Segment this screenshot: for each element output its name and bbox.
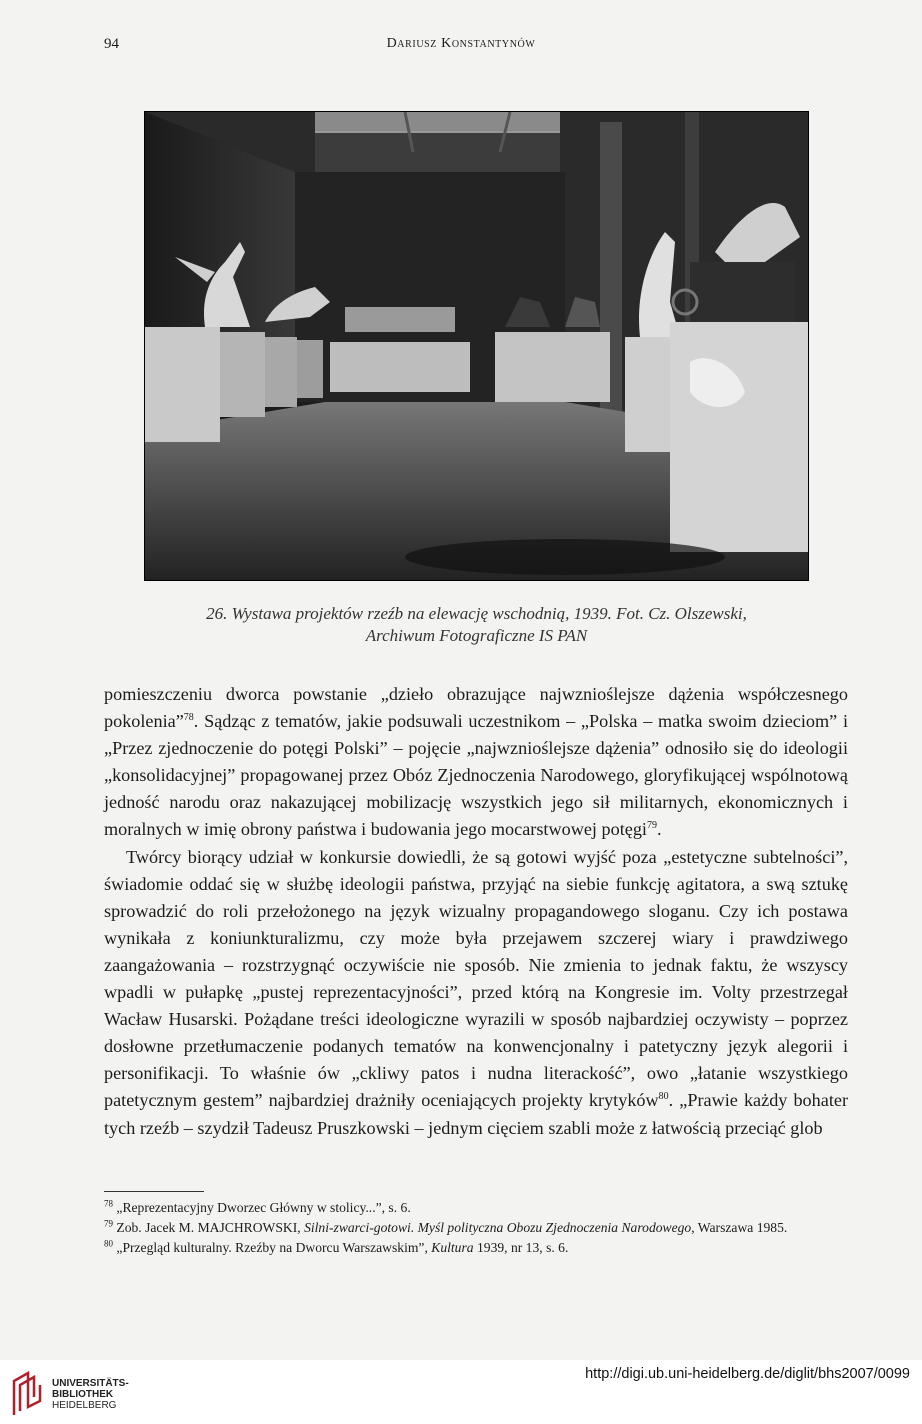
source-url-link[interactable]: http://digi.ub.uni-heidelberg.de/diglit/bhs2007/0099 [585, 1366, 910, 1382]
footnote-79: $^{79}$ Zob. Jacek M. MAJCHROWSKI, Silni-zwarci-gotowi. Myśl polityczna Obozu Zjednoczenia Narodowego, Warszawa 1985. [104, 1218, 788, 1235]
library-name: UNIVERSITÄTS- BIBLIOTHEK HEIDELBERG [52, 1378, 129, 1411]
exhibition-photo [144, 111, 809, 581]
footnote-80: $^{80}$ „Przegląd kulturalny. Rzeźby na Dworcu Warszawskim”, Kultura 1939, nr 13, s. 6. [104, 1238, 569, 1255]
footnote-ref-78[interactable]: 78 [183, 712, 194, 724]
running-head: Dariusz Konstantynów [386, 36, 536, 51]
footnote-ref-79[interactable]: 79 [646, 820, 657, 832]
footnote-78: $^{78}$ „Reprezentacyjny Dworzec Główny w stolicy...”, s. 6. [104, 1198, 411, 1215]
paragraph-2: Twórcy biorący udział w konkursie dowiedli, że są gotowi wyjść poza „estetyczne subtelności”, świadomie oddać się w służbę ideologii państwa, przyjąć na siebie funkcję agitatora, a swą sztukę sprowadzić do roli przełożonego na język wizualny propagandowego sloganu. Czy ich postawa wynikała z koniunkturalizmu, czy może była przejawem szczerej wiary i prawdziwego zaangażowania – rozstrzygnąć oczywiście nie sposób. Nie zmienia to jednak faktu, że wszyscy wpadli w pułapkę „pustej reprezentacyjności”, przed którą na Kongresie im. Volty przestrzegał Wacław Husarski. Pożądane treści ideologiczne wyrazili w sposób najbardziej oczywisty – poprzez dosłowne przetłumaczenie podanych tematów na konwencjonalny i patetyczny język alegorii i personifikacji. To właśnie ów „ckliwy patos i nudna literackość”, owo „łatanie wszystkiego patetycznym gestem” najbardziej drażniły oceniających projekty krytyków$^{80}$. „Prawie każdy bohater tych rzeźb – szydził Tadeusz Pruszkowski – jednym cięciem szabli może z łatwością przeciąć glob [104, 846, 849, 1138]
footnote-divider [104, 1191, 204, 1192]
figure-caption [104, 603, 849, 647]
caption-line-2: Archiwum Fotograficzne IS PAN [365, 626, 588, 645]
caption-line-1: 26. Wystawa projektów rzeźb na elewację wschodnią, 1939. Fot. Cz. Olszewski, [206, 604, 747, 623]
paragraph-1: pomieszczeniu dworca powstanie „dzieło obrazujące najwznioślejsze dążenia współczesnego pokolenia”$^{78}$. Sądząc z tematów, jakie podsuwali uczestnikom – „Polska – matka swoim dzieciom” i „Przez zjednoczenie do potęgi Polski” – pojęcie „najwznioślejsze dążenia” odnosiło się do ideologii „konsolidacyjnej” propagowanej przez Obóz Zjednoczenia Narodowego, gloryfikującej wspólnotową jedność narodu oraz nakazującej mobilizację wszystkich jego sił militarnych, ekonomicznych i moralnych w imię obrony państwa i budowania jego mocarstwowej potęgi$^{79}$. [104, 684, 848, 840]
footnote-ref-80[interactable]: 80 [658, 1091, 669, 1103]
body-text [104, 681, 848, 1142]
library-logo-icon [8, 1367, 46, 1417]
footnotes [104, 1198, 848, 1258]
page-number: 94 [104, 36, 119, 52]
